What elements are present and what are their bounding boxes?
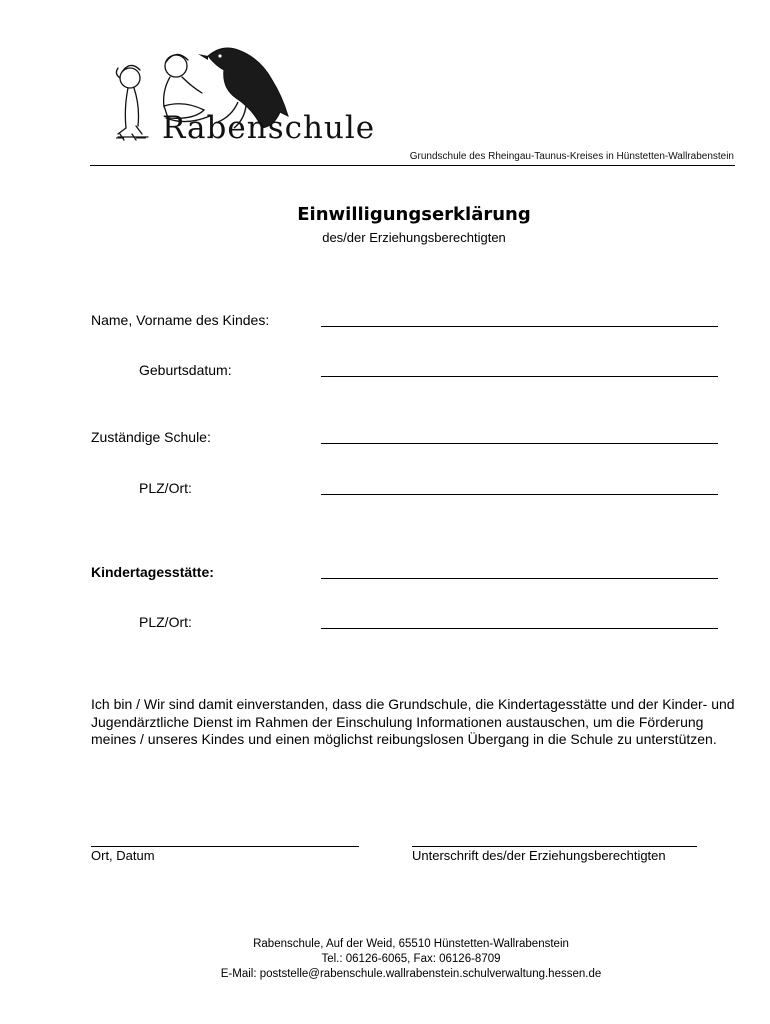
footer-email: E-Mail: poststelle@rabenschule.wallrabenstein.schulverwaltung.hessen.de (220, 968, 602, 980)
kita-field[interactable] (321, 578, 718, 579)
footer-contact (0, 937, 770, 982)
kita-city-field[interactable] (321, 628, 718, 629)
header-divider (90, 165, 735, 166)
footer-phone: Tel.: 06126-6065, Fax: 06126-8709 (321, 953, 501, 965)
kita-label: Kindertagesstätte: (91, 564, 214, 580)
place-date-field[interactable] (91, 846, 359, 847)
guardian-signature-label: Unterschrift des/der Erziehungsberechtigten (412, 848, 666, 863)
logo-wordmark: Rabenschule (162, 110, 376, 146)
place-date-label: Ort, Datum (91, 848, 155, 863)
school-info-line: Grundschule des Rheingau-Taunus-Kreises in Hünstetten-Wallrabenstein (409, 151, 734, 162)
child-name-field[interactable] (321, 326, 718, 327)
school-field[interactable] (321, 443, 718, 444)
consent-paragraph: Ich bin / Wir sind damit einverstanden, dass die Grundschule, die Kindertagesstätte und der Kinder- und Jugendärztliche Dienst im Rahmen der Einschulung Informationen austauschen, um die Förderung meines / unseres Kindes und einen möglichst reibungslosen Übergang in die Schule zu unterstützen. (91, 696, 735, 747)
school-city-field[interactable] (321, 494, 718, 495)
document-title: Einwilligungserklärung (297, 204, 531, 225)
school-city-label: PLZ/Ort: (139, 480, 192, 496)
document-subtitle: des/der Erziehungsberechtigten (322, 230, 506, 245)
kita-city-label: PLZ/Ort: (139, 614, 192, 630)
footer-address: Rabenschule, Auf der Weid, 65510 Hünstetten-Wallrabenstein (253, 938, 569, 950)
birthdate-label: Geburtsdatum: (139, 362, 232, 378)
child-name-label: Name, Vorname des Kindes: (91, 312, 270, 328)
guardian-signature-field[interactable] (412, 846, 697, 847)
school-label: Zuständige Schule: (91, 429, 211, 445)
birthdate-field[interactable] (321, 376, 718, 377)
